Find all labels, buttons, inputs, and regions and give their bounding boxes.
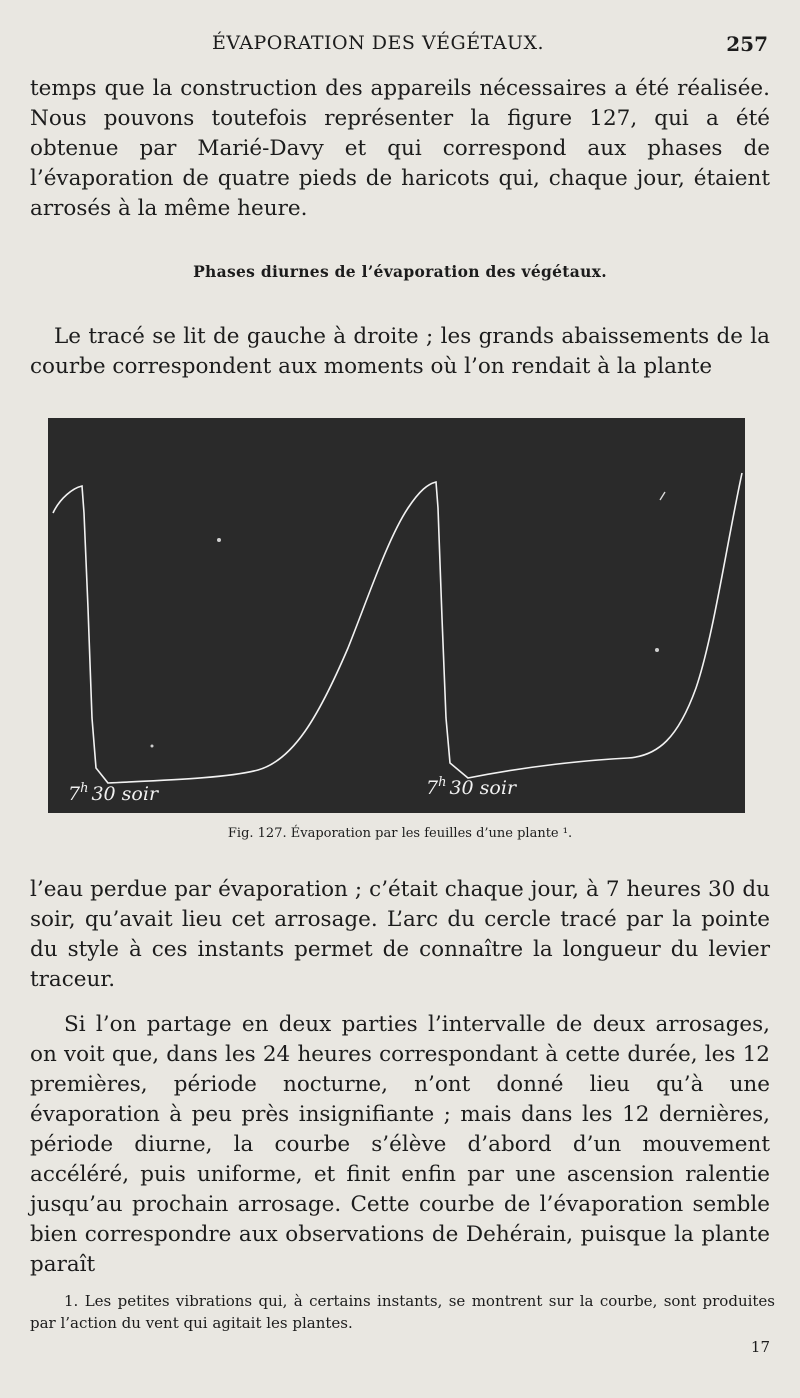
speck bbox=[655, 648, 659, 652]
speck bbox=[217, 538, 221, 542]
section-heading: Phases diurnes de l’évaporation des végétaux. bbox=[193, 262, 607, 281]
evaporation-trace-plot bbox=[48, 418, 745, 813]
time-label-left: 7$^h$ 30 soir bbox=[68, 781, 159, 805]
figure-caption: Fig. 127. Évaporation par les feuilles d’une plante ¹. bbox=[227, 826, 573, 841]
paragraph-watering: l’eau perdue par évaporation ; c’était chaque jour, à 7 heures 30 du soir, qu’avait lieu cet arrosage. L’arc du cercle tracé par la pointe du style à ces instants permet de connaître la longueur du levier traceur. bbox=[30, 877, 770, 992]
paragraph-intro: temps que la construction des appareils nécessaires a été réalisée. Nous pouvons toutefois représenter la figure 127, qui a été obtenue par Marié-Davy et qui correspond aux phases de l’évaporation de quatre pieds de haricots qui, chaque jour, étaient arrosés à la même heure. bbox=[30, 76, 770, 221]
figure-127 bbox=[48, 418, 745, 813]
plot-background bbox=[48, 418, 745, 813]
speck bbox=[151, 745, 154, 748]
page-number: 257 bbox=[726, 32, 768, 56]
paragraph-analysis: Si l’on partage en deux parties l’intervalle de deux arrosages, on voit que, dans les 24 heures correspondant à cette durée, les 12 premières, période nocturne, n’ont donné lieu qu’à une évaporation à peu près insignifiante ; mais dans les 12 dernières, période diurne, la courbe s’élève d’abord d’un mouvement accéléré, puis uniforme, et finit enfin par une ascension ralentie jusqu’au prochain arrosage. Cette courbe de l’évaporation semble bien correspondre aux observations de Dehérain, puisque la plante paraît bbox=[30, 1012, 770, 1277]
paragraph-reading-direction: Le tracé se lit de gauche à droite ; les grands abaissements de la courbe correspondent aux moments où l’on rendait à la plante bbox=[30, 324, 770, 379]
time-label-right: 7$^h$ 30 soir bbox=[426, 775, 517, 799]
signature-mark: 17 bbox=[750, 1338, 770, 1356]
running-head bbox=[0, 32, 800, 62]
footnote: 1. Les petites vibrations qui, à certains instants, se montrent sur la courbe, sont produites par l’action du vent qui agitait les plantes. bbox=[30, 1292, 775, 1332]
running-head-title: ÉVAPORATION DES VÉGÉTAUX. bbox=[212, 32, 545, 54]
